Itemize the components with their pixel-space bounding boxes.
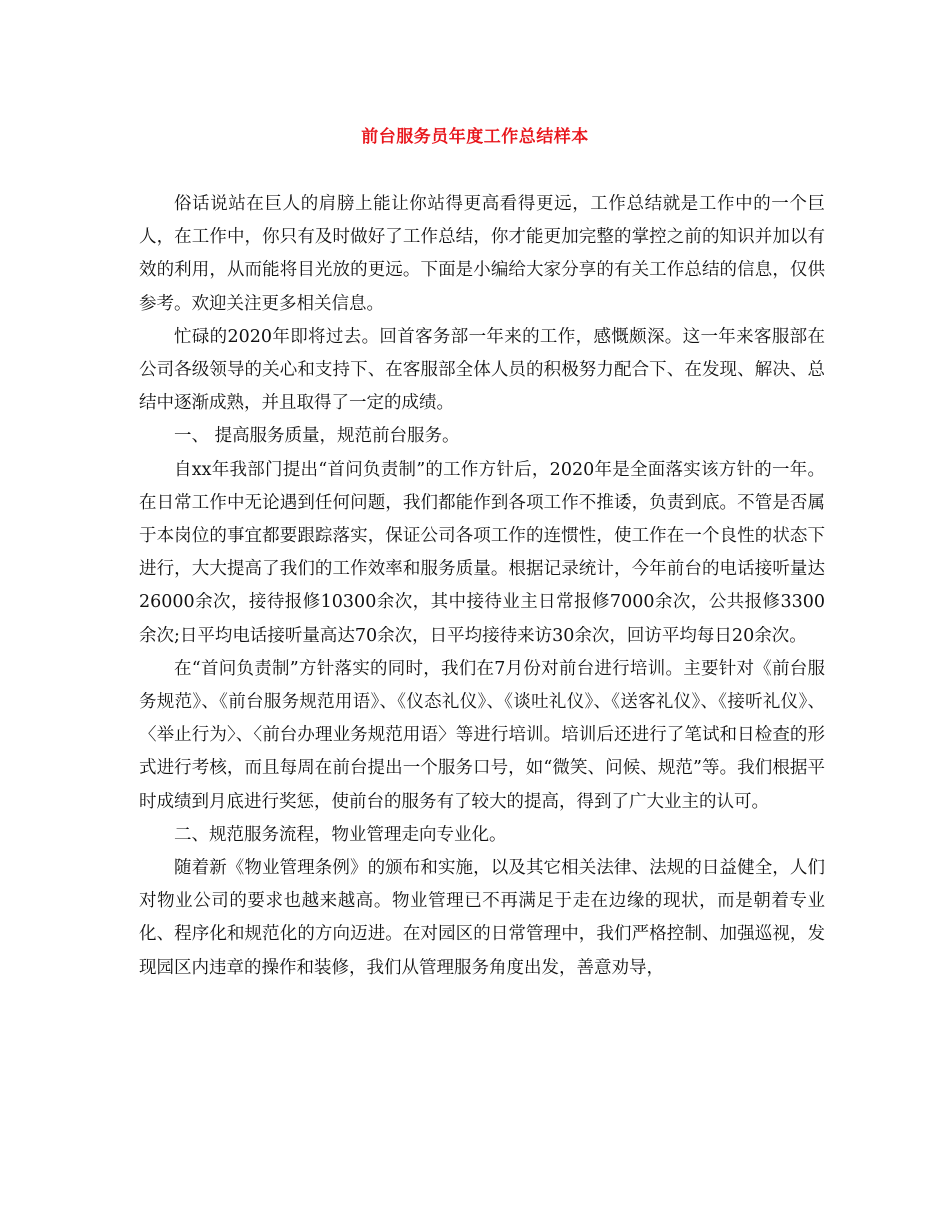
paragraph-section-1-stats: 自xx年我部门提出“首问负责制”的工作方针后，2020年是全面落实该方针的一年。在日常工作中无论遇到任何问题，我们都能作到各项工作不推诿，负责到底。不管是否属于本岗位的事宜都要跟踪落实，保证公司各项工作的连惯性，使工作在一个良性的状态下进行，大大提高了我们的工作效率和服务质量。根据记录统计，今年前台的电话接听量达26000余次，接待报修10300余次，其中接待业主日常报修7000余次，公共报修3300余次;日平均电话接听量高达70余次，日平均接待来访30余次，回访平均每日20余次。 <box>139 459 825 646</box>
section-heading-1: 一、 提高服务质量，规范前台服务。 <box>174 426 460 447</box>
paragraph-intro: 俗话说站在巨人的肩膀上能让你站得更高看得更远，工作总结就是工作中的一个巨人，在工作中，你只有及时做好了工作总结，你才能更加完整的掌控之前的知识并加以有效的利用，从而能将目光放的更远。下面是小编给大家分享的有关工作总结的信息，仅供参考。欢迎关注更多相关信息。 <box>139 194 825 314</box>
document-title: 前台服务员年度工作总结样本 <box>361 127 589 147</box>
paragraph-section-1-training: 在“首问负责制”方针落实的同时，我们在7月份对前台进行培训。主要针对《前台服务规范》、《前台服务规范用语》、《仪态礼仪》、《谈吐礼仪》、《送客礼仪》、《接听礼仪》、〈举止行为〉、〈前台办理业务规范用语〉等进行培训。培训后还进行了笔试和日检查的形式进行考核，而且每周在前台提出一个服务口号，如“微笑、问候、规范”等。我们根据平时成绩到月底进行奖惩，使前台的服务有了较大的提高，得到了广大业主的认可。 <box>139 658 825 812</box>
section-heading-2: 二、规范服务流程，物业管理走向专业化。 <box>174 824 507 845</box>
paragraph-section-2: 随着新《物业管理条例》的颁布和实施，以及其它相关法律、法规的日益健全，人们对物业公司的要求也越来越高。物业管理已不再满足于走在边缘的现状，而是朝着专业化、程序化和规范化的方向迈进。在对园区的日常管理中，我们严格控制、加强巡视，发现园区内违章的操作和装修，我们从管理服务角度出发，善意劝导， <box>139 858 825 978</box>
paragraph-overview: 忙碌的2020年即将过去。回首客务部一年来的工作，感慨颇深。这一年来客服部在公司各级领导的关心和支持下、在客服部全体人员的积极努力配合下、在发现、解决、总结中逐渐成熟，并且取得了一定的成绩。 <box>139 326 825 414</box>
document-body <box>139 188 825 985</box>
